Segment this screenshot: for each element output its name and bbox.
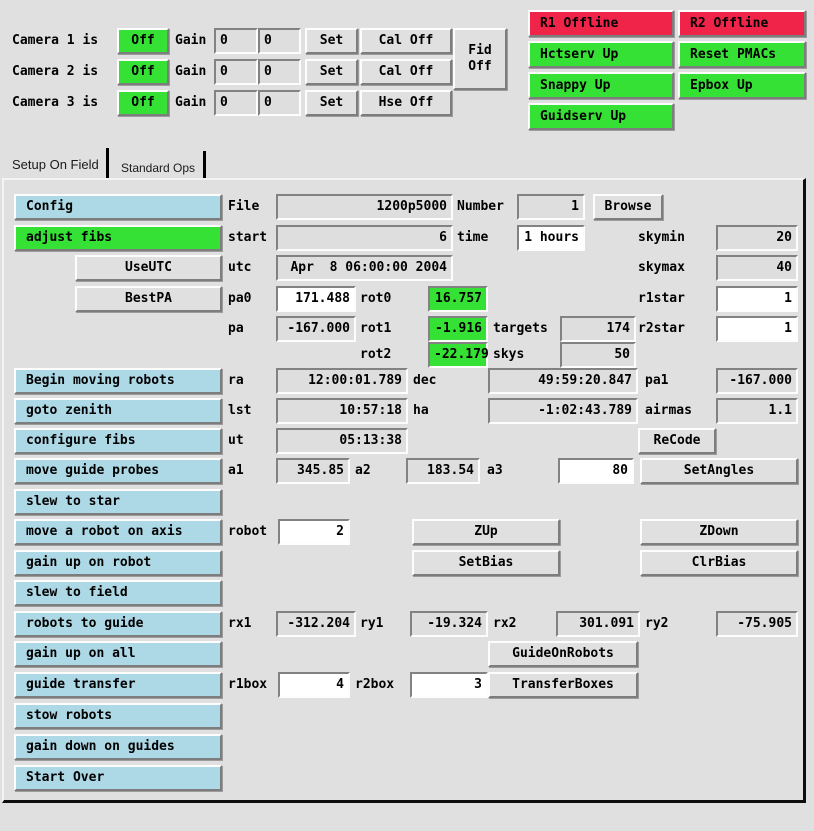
- camera2-gain-label: Gain: [175, 64, 207, 79]
- camera3-set-button[interactable]: Set: [305, 90, 358, 116]
- useutc-button[interactable]: UseUTC: [75, 255, 222, 281]
- fid-off-line2: Off: [468, 59, 492, 74]
- number-entry[interactable]: 1: [517, 194, 585, 220]
- camera2-set-button[interactable]: Set: [305, 59, 358, 85]
- goto-zenith-button[interactable]: goto zenith: [14, 398, 222, 424]
- utc-label: utc: [228, 260, 252, 275]
- pa0-label: pa0: [228, 291, 252, 306]
- start-label: start: [228, 230, 268, 245]
- recode-button[interactable]: ReCode: [638, 428, 716, 454]
- airmas-label: airmas: [645, 403, 692, 418]
- set-bias-button[interactable]: SetBias: [412, 550, 560, 576]
- camera2-cal-button[interactable]: Cal Off: [360, 59, 452, 85]
- ry2-label: ry2: [645, 616, 669, 631]
- camera3-off-button[interactable]: Off: [117, 90, 169, 116]
- a3-label: a3: [487, 463, 503, 478]
- r2star-label: r2star: [638, 321, 685, 336]
- targets-label: targets: [493, 321, 548, 336]
- robot-label: robot: [228, 524, 268, 539]
- start-over-button[interactable]: Start Over: [14, 765, 222, 791]
- guidserv-status-button[interactable]: Guidserv Up: [528, 103, 674, 130]
- adjust-fibs-button[interactable]: adjust fibs: [14, 225, 222, 251]
- skymax-label: skymax: [638, 260, 685, 275]
- ha-entry[interactable]: -1:02:43.789: [488, 398, 638, 424]
- fid-off-line1: Fid: [468, 43, 492, 58]
- zup-button[interactable]: ZUp: [412, 519, 560, 545]
- airmas-entry[interactable]: 1.1: [716, 398, 798, 424]
- a2-label: a2: [355, 463, 371, 478]
- a2-entry[interactable]: 183.54: [406, 458, 480, 484]
- tab-separator-2: [203, 151, 206, 181]
- skys-entry[interactable]: 50: [560, 342, 636, 368]
- camera3-gain2-entry[interactable]: 0: [258, 90, 301, 116]
- rot2-label: rot2: [360, 347, 392, 362]
- set-angles-button[interactable]: SetAngles: [640, 458, 798, 484]
- move-guide-probes-button[interactable]: move guide probes: [14, 458, 222, 484]
- begin-moving-robots-button[interactable]: Begin moving robots: [14, 368, 222, 394]
- tab-separator-1: [106, 148, 109, 178]
- r1-status-button[interactable]: R1 Offline: [528, 10, 674, 37]
- r1star-entry[interactable]: 1: [716, 286, 798, 312]
- number-label: Number: [457, 199, 504, 214]
- gain-up-on-robot-button[interactable]: gain up on robot: [14, 550, 222, 576]
- r1box-label: r1box: [228, 677, 268, 692]
- skymin-label: skymin: [638, 230, 685, 245]
- hctserv-status-button[interactable]: Hctserv Up: [528, 41, 674, 68]
- camera2-label: Camera 2 is: [12, 64, 99, 79]
- rot1-entry[interactable]: -1.916: [428, 316, 488, 342]
- camera2-off-button[interactable]: Off: [117, 59, 169, 85]
- time-entry[interactable]: 1 hours: [517, 225, 585, 251]
- a3-entry[interactable]: 80: [558, 458, 634, 484]
- skymax-entry[interactable]: 40: [716, 255, 798, 281]
- file-label: File: [228, 199, 260, 214]
- pa-label: pa: [228, 321, 244, 336]
- zdown-button[interactable]: ZDown: [640, 519, 798, 545]
- camera1-cal-button[interactable]: Cal Off: [360, 28, 452, 54]
- slew-to-star-button[interactable]: slew to star: [14, 489, 222, 515]
- browse-button[interactable]: Browse: [593, 194, 663, 220]
- r1box-entry[interactable]: 4: [278, 672, 350, 698]
- stow-robots-button[interactable]: stow robots: [14, 703, 222, 729]
- camera1-gain1-entry[interactable]: 0: [214, 28, 258, 54]
- tab-setup-on-field[interactable]: Setup On Field: [12, 157, 99, 172]
- epbox-status-button[interactable]: Epbox Up: [678, 72, 806, 99]
- ry1-label: ry1: [360, 616, 384, 631]
- guide-on-robots-button[interactable]: GuideOnRobots: [488, 641, 638, 667]
- ha-label: ha: [413, 403, 429, 418]
- a1-entry[interactable]: 345.85: [276, 458, 350, 484]
- bestpa-button[interactable]: BestPA: [75, 286, 222, 312]
- skymin-entry[interactable]: 20: [716, 225, 798, 251]
- pa0-entry[interactable]: 171.488: [276, 286, 356, 312]
- camera3-gain-label: Gain: [175, 95, 207, 110]
- guide-transfer-button[interactable]: guide transfer: [14, 672, 222, 698]
- time-label: time: [457, 230, 489, 245]
- rot0-label: rot0: [360, 291, 392, 306]
- ut-label: ut: [228, 433, 244, 448]
- utc-entry[interactable]: Apr 8 06:00:00 2004: [276, 255, 453, 281]
- camera1-label: Camera 1 is: [12, 33, 99, 48]
- robots-to-guide-button[interactable]: robots to guide: [14, 611, 222, 637]
- skys-label: skys: [493, 347, 525, 362]
- camera1-gain2-entry[interactable]: 0: [258, 28, 301, 54]
- move-robot-on-axis-button[interactable]: move a robot on axis: [14, 519, 222, 545]
- pa1-label: pa1: [645, 373, 669, 388]
- rot2-entry[interactable]: -22.179: [428, 342, 488, 368]
- ut-entry[interactable]: 05:13:38: [276, 428, 408, 454]
- rx2-label: rx2: [493, 616, 517, 631]
- dec-entry[interactable]: 49:59:20.847: [488, 368, 638, 394]
- clr-bias-button[interactable]: ClrBias: [640, 550, 798, 576]
- lst-label: lst: [228, 403, 252, 418]
- dec-label: dec: [413, 373, 437, 388]
- configure-fibs-button[interactable]: configure fibs: [14, 428, 222, 454]
- fid-off-button[interactable]: [453, 28, 507, 90]
- tab-standard-ops[interactable]: Standard Ops: [121, 161, 196, 175]
- camera1-off-button[interactable]: Off: [117, 28, 169, 54]
- r2-status-button[interactable]: R2 Offline: [678, 10, 806, 37]
- r2box-entry[interactable]: 3: [410, 672, 488, 698]
- pa1-entry[interactable]: -167.000: [716, 368, 798, 394]
- ry2-entry[interactable]: -75.905: [716, 611, 798, 637]
- camera3-gain1-entry[interactable]: 0: [214, 90, 258, 116]
- start-entry[interactable]: 6: [276, 225, 453, 251]
- targets-entry[interactable]: 174: [560, 316, 636, 342]
- ra-entry[interactable]: 12:00:01.789: [276, 368, 408, 394]
- robot-entry[interactable]: 2: [278, 519, 350, 545]
- transfer-boxes-button[interactable]: TransferBoxes: [488, 672, 638, 698]
- slew-to-field-button[interactable]: slew to field: [14, 580, 222, 606]
- file-entry[interactable]: 1200p5000: [276, 194, 453, 220]
- rot1-label: rot1: [360, 321, 392, 336]
- gain-down-on-guides-button[interactable]: gain down on guides: [14, 734, 222, 760]
- r1star-label: r1star: [638, 291, 685, 306]
- camera3-hse-button[interactable]: Hse Off: [360, 90, 452, 116]
- pa-entry[interactable]: -167.000: [276, 316, 356, 342]
- camera1-set-button[interactable]: Set: [305, 28, 358, 54]
- gain-up-on-all-button[interactable]: gain up on all: [14, 641, 222, 667]
- lst-entry[interactable]: 10:57:18: [276, 398, 408, 424]
- rx2-entry[interactable]: 301.091: [556, 611, 640, 637]
- camera3-label: Camera 3 is: [12, 95, 99, 110]
- snappy-status-button[interactable]: Snappy Up: [528, 72, 674, 99]
- rx1-label: rx1: [228, 616, 252, 631]
- camera2-gain2-entry[interactable]: 0: [258, 59, 301, 85]
- rx1-entry[interactable]: -312.204: [276, 611, 356, 637]
- rot0-entry[interactable]: 16.757: [428, 286, 488, 312]
- reset-pmacs-button[interactable]: Reset PMACs: [678, 41, 806, 68]
- a1-label: a1: [228, 463, 244, 478]
- ra-label: ra: [228, 373, 244, 388]
- r2star-entry[interactable]: 1: [716, 316, 798, 342]
- camera1-gain-label: Gain: [175, 33, 207, 48]
- r2box-label: r2box: [355, 677, 395, 692]
- ry1-entry[interactable]: -19.324: [410, 611, 488, 637]
- config-button[interactable]: Config: [14, 194, 222, 220]
- camera2-gain1-entry[interactable]: 0: [214, 59, 258, 85]
